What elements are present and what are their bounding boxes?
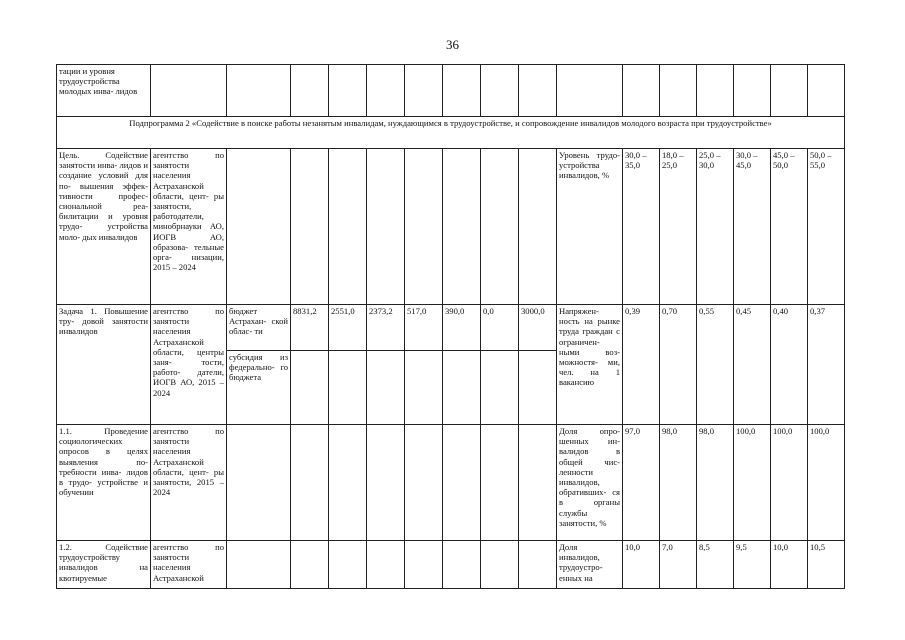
row-indicator: Доля инвалидов, трудоустро- енных на: [557, 541, 623, 589]
row-name: Цель. Содействие занятости инва- лидов и создание условий для по- вышения эффек- тивности профес- сиональной реа- билитации и уровня трудо- устройства моло- дых инвалидов: [57, 149, 151, 305]
subprogram-title: Подпрограмма 2 «Содействие в поиске работы незанятым инвалидам, нуждающимся в трудоустройстве, и сопровождение инвалидов молодого возраста при трудоустройстве»: [57, 117, 845, 149]
funding-value: 8831,2: [291, 305, 329, 351]
target-value: 97,0: [623, 425, 660, 541]
page-number: 36: [446, 37, 459, 52]
table-row-goal: [57, 149, 845, 305]
row-indicator: Уровень трудо- устройства инвалидов, %: [557, 149, 623, 305]
row-indicator: Напряжен- ность на рынке труда граждан с ограничен- ными воз- можностя- ми, чел. на 1 вакансию: [557, 305, 623, 425]
funding-value: 517,0: [405, 305, 443, 351]
target-value: 7,0: [660, 541, 697, 589]
table-row-task1: [57, 305, 845, 351]
program-table: [56, 64, 845, 589]
target-value: 10,0: [771, 541, 808, 589]
target-value: 100,0: [771, 425, 808, 541]
funding-source-regional: бюджет Астрахан- ской облас- ти: [227, 305, 291, 351]
target-value: 0,70: [660, 305, 697, 425]
target-value: 10,0: [623, 541, 660, 589]
target-value: 45,0 – 50,0: [771, 149, 808, 305]
table-row-1-1: [57, 425, 845, 541]
row-executor: агентство по занятости населения Астраханской области, центры заня- тости, работо- датели, ИОГВ АО, 2015 – 2024: [151, 305, 227, 425]
target-value: 0,45: [734, 305, 771, 425]
target-value: 0,39: [623, 305, 660, 425]
row-executor: агентство по занятости населения Астраханской области, цент- ры занятости, 2015 – 2024: [151, 425, 227, 541]
target-value: 0,55: [697, 305, 734, 425]
row-executor: агентство по занятости населения Астраханской: [151, 541, 227, 589]
row-name: 1.1. Проведение социологических опросов в целях выявления по- требности инва- лидов в трудо- устройстве и обучении: [57, 425, 151, 541]
row-executor: агентство по занятости населения Астраханской области, цент- ры занятости, работодатели, минобрнауки АО, ИОГВ АО, образова- тельные орга- низации, 2015 – 2024: [151, 149, 227, 305]
target-value: 100,0: [734, 425, 771, 541]
row-name: 1.2. Содействие трудоустройству инвалидов на квотируемые: [57, 541, 151, 589]
target-value: 98,0: [660, 425, 697, 541]
funding-value: 0,0: [481, 305, 519, 351]
table-row-continuation: [57, 65, 845, 117]
funding-value: 390,0: [443, 305, 481, 351]
target-value: 0,40: [771, 305, 808, 425]
target-value: 8,5: [697, 541, 734, 589]
goal-cell: тации и уровня трудоустройства молодых инва- лидов: [57, 65, 151, 117]
funding-value: 2373,2: [367, 305, 405, 351]
target-value: 50,0 – 55,0: [808, 149, 845, 305]
target-value: 30,0 – 35,0: [623, 149, 660, 305]
row-indicator: Доля опро- шенных ин- валидов в общей чис- ленности инвалидов, обративших- ся в органы службы занятости, %: [557, 425, 623, 541]
funding-source-federal: субсидия из федерально- го бюджета: [227, 351, 291, 425]
target-value: 100,0: [808, 425, 845, 541]
row-name: Задача 1. Повышение тру- довой занятости инвалидов: [57, 305, 151, 425]
target-value: 0,37: [808, 305, 845, 425]
target-value: 98,0: [697, 425, 734, 541]
funding-value: 3000,0: [519, 305, 557, 351]
table-row-1-2: [57, 541, 845, 589]
target-value: 10,5: [808, 541, 845, 589]
target-value: 25,0 – 30,0: [697, 149, 734, 305]
target-value: 30,0 – 45,0: [734, 149, 771, 305]
target-value: 18,0 – 25,0: [660, 149, 697, 305]
target-value: 9,5: [734, 541, 771, 589]
subprogram-header-row: [57, 117, 845, 149]
funding-value: 2551,0: [329, 305, 367, 351]
